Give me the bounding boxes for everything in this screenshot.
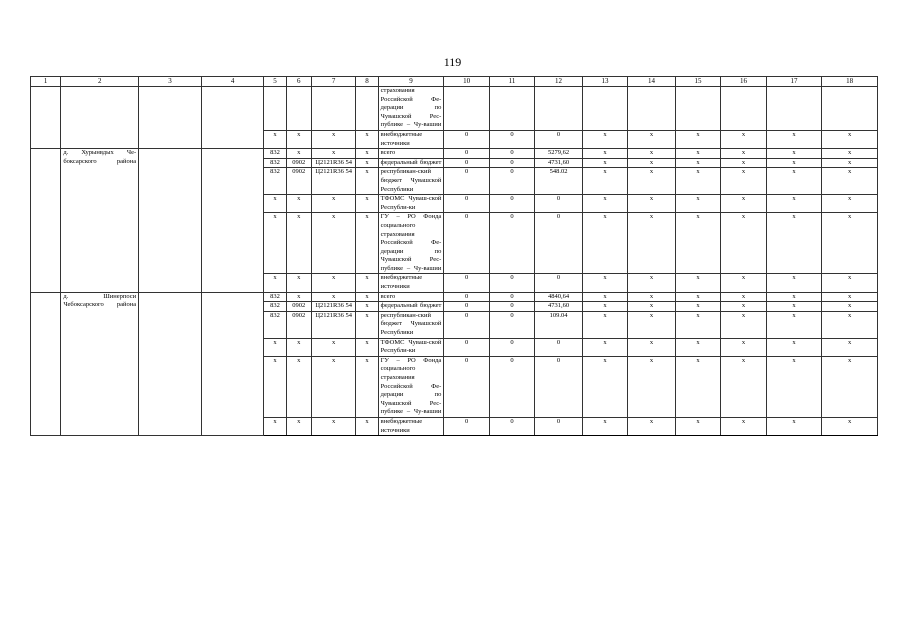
value-cell: x (582, 149, 627, 159)
section-code-cell: 0902 (286, 302, 311, 312)
section-code-cell (286, 87, 311, 131)
column-number-cell: 6 (286, 77, 311, 87)
value-cell: x (675, 168, 720, 195)
expense-type-cell: x (356, 338, 378, 356)
value-cell: x (766, 149, 822, 159)
number-cell (31, 87, 61, 149)
ministry-code-cell: x (264, 130, 286, 148)
value-cell (628, 87, 676, 131)
ministry-code-cell: 832 (264, 302, 286, 312)
event-name-cell (61, 87, 139, 149)
section-code-cell: x (286, 274, 311, 292)
funding-source-cell: федеральный бюджет (378, 302, 444, 312)
ministry-code-cell: x (264, 338, 286, 356)
ministry-code-cell: 832 (264, 292, 286, 302)
value-cell: 0 (444, 292, 489, 302)
value-cell (822, 87, 878, 131)
value-cell: x (822, 149, 878, 159)
expense-type-cell (356, 87, 378, 131)
value-cell: x (582, 158, 627, 168)
value-cell: 5279,62 (535, 149, 583, 159)
value-cell: 0 (444, 274, 489, 292)
value-cell: x (675, 292, 720, 302)
value-cell: x (721, 130, 766, 148)
funding-source-cell: внебюджетные источники (378, 130, 444, 148)
value-cell: x (628, 338, 676, 356)
value-cell: x (628, 149, 676, 159)
value-cell: 0 (444, 130, 489, 148)
value-cell: 0 (535, 338, 583, 356)
funding-source-cell: ТФОМС Чуваш-ской Республи-ки (378, 195, 444, 213)
value-cell: 0 (535, 417, 583, 435)
value-cell (721, 87, 766, 131)
value-cell: x (721, 292, 766, 302)
section-code-cell: 0902 (286, 311, 311, 338)
value-cell: x (766, 356, 822, 417)
value-cell (535, 87, 583, 131)
value-cell: x (675, 130, 720, 148)
value-cell: x (628, 213, 676, 274)
value-cell: 0 (444, 149, 489, 159)
value-cell: 0 (489, 195, 534, 213)
value-cell: x (675, 274, 720, 292)
expense-type-cell: x (356, 195, 378, 213)
ministry-code-cell: x (264, 417, 286, 435)
section-code-cell: x (286, 417, 311, 435)
value-cell: 0 (444, 195, 489, 213)
expense-type-cell: x (356, 158, 378, 168)
funding-source-cell: внебюджетные источники (378, 417, 444, 435)
target-code-cell: Ц2121R36 54 (311, 311, 355, 338)
deadline-cell (201, 292, 264, 436)
target-code-cell: Ц2121R36 54 (311, 158, 355, 168)
value-cell: x (822, 292, 878, 302)
value-cell: x (822, 302, 878, 312)
funding-source-cell: всего (378, 149, 444, 159)
page-number: 119 (443, 55, 462, 69)
expense-type-cell: x (356, 302, 378, 312)
value-cell: x (766, 292, 822, 302)
expense-type-cell: x (356, 356, 378, 417)
value-cell: 0 (444, 338, 489, 356)
funding-source-cell: республикан-ский бюджет Чувашской Республики (378, 311, 444, 338)
value-cell: x (675, 213, 720, 274)
expense-type-cell: x (356, 311, 378, 338)
value-cell (444, 87, 489, 131)
value-cell: 0 (489, 302, 534, 312)
value-cell: x (721, 195, 766, 213)
value-cell (766, 87, 822, 131)
value-cell: x (675, 158, 720, 168)
ministry-code-cell: x (264, 195, 286, 213)
value-cell: x (822, 213, 878, 274)
value-cell: x (675, 417, 720, 435)
table-row (31, 87, 878, 131)
value-cell: 0 (444, 158, 489, 168)
section-code-cell: x (286, 149, 311, 159)
value-cell: x (822, 195, 878, 213)
value-cell: x (822, 168, 878, 195)
value-cell: x (628, 311, 676, 338)
value-cell: x (628, 158, 676, 168)
value-cell: x (721, 149, 766, 159)
value-cell: 0 (444, 302, 489, 312)
value-cell: x (822, 274, 878, 292)
value-cell: x (675, 356, 720, 417)
deadline-cell (201, 149, 264, 293)
value-cell: x (582, 213, 627, 274)
value-cell: 0 (489, 149, 534, 159)
value-cell: 4840,64 (535, 292, 583, 302)
section-code-cell: x (286, 195, 311, 213)
ministry-code-cell (264, 87, 286, 131)
funding-source-cell: страхования Российской Фе-дерации по Чувашской Рес-публике – Чу-вашии (378, 87, 444, 131)
value-cell: x (582, 417, 627, 435)
expense-type-cell: x (356, 274, 378, 292)
value-cell: x (582, 195, 627, 213)
table-row (31, 292, 878, 302)
value-cell: x (582, 311, 627, 338)
value-cell: x (721, 338, 766, 356)
value-cell: 0 (444, 311, 489, 338)
target-code-cell: x (311, 149, 355, 159)
value-cell: x (721, 274, 766, 292)
funding-source-cell: ГУ – РО Фонда социального страхования Российской Фе-дерации по Чувашской Рес-публике – Чу-вашии (378, 356, 444, 417)
expense-type-cell: x (356, 168, 378, 195)
value-cell: 0 (489, 292, 534, 302)
funding-source-cell: ГУ – РО Фонда социального страхования Российской Фе-дерации по Чувашской Рес-публике – Чу-вашии (378, 213, 444, 274)
deadline-cell (201, 87, 264, 149)
value-cell: x (766, 311, 822, 338)
financing-table (30, 76, 878, 436)
section-code-cell: x (286, 356, 311, 417)
value-cell (582, 87, 627, 131)
value-cell: x (582, 338, 627, 356)
event-name-cell: д. Шинерпоси Чебоксарского района (61, 292, 139, 436)
value-cell: x (628, 356, 676, 417)
value-cell: x (582, 292, 627, 302)
expense-type-cell: x (356, 417, 378, 435)
column-number-cell: 18 (822, 77, 878, 87)
target-code-cell: x (311, 213, 355, 274)
target-code-cell: x (311, 338, 355, 356)
value-cell: 0 (535, 274, 583, 292)
column-number-cell: 16 (721, 77, 766, 87)
value-cell: x (675, 338, 720, 356)
value-cell: x (721, 356, 766, 417)
target-code-cell: x (311, 292, 355, 302)
ministry-code-cell: 832 (264, 149, 286, 159)
value-cell: x (628, 302, 676, 312)
section-code-cell: 0902 (286, 168, 311, 195)
section-code-cell: x (286, 213, 311, 274)
value-cell: x (675, 149, 720, 159)
target-code-cell: x (311, 130, 355, 148)
value-cell: x (822, 130, 878, 148)
target-code-cell (311, 87, 355, 131)
value-cell: x (628, 195, 676, 213)
executor-cell (139, 292, 202, 436)
value-cell: 0 (489, 158, 534, 168)
expense-type-cell: x (356, 292, 378, 302)
value-cell: 0 (444, 356, 489, 417)
value-cell: x (766, 168, 822, 195)
target-code-cell: x (311, 195, 355, 213)
value-cell: x (628, 130, 676, 148)
value-cell: 4731,60 (535, 302, 583, 312)
value-cell: 0 (535, 195, 583, 213)
column-number-cell: 5 (264, 77, 286, 87)
section-code-cell: x (286, 338, 311, 356)
value-cell: x (721, 213, 766, 274)
executor-cell (139, 87, 202, 149)
value-cell: x (582, 302, 627, 312)
expense-type-cell: x (356, 149, 378, 159)
value-cell: 0 (489, 338, 534, 356)
column-number-cell: 12 (535, 77, 583, 87)
value-cell: x (628, 168, 676, 195)
column-number-cell: 15 (675, 77, 720, 87)
column-number-cell: 8 (356, 77, 378, 87)
value-cell: x (766, 417, 822, 435)
value-cell: x (582, 130, 627, 148)
funding-source-cell: республикан-ский бюджет Чувашской Республики (378, 168, 444, 195)
value-cell: x (822, 338, 878, 356)
value-cell: 0 (489, 213, 534, 274)
funding-source-cell: всего (378, 292, 444, 302)
table-row (31, 149, 878, 159)
value-cell: x (822, 356, 878, 417)
ministry-code-cell: 832 (264, 158, 286, 168)
value-cell: 0 (535, 130, 583, 148)
column-number-cell: 2 (61, 77, 139, 87)
value-cell: 0 (489, 311, 534, 338)
value-cell: x (766, 158, 822, 168)
column-number-cell: 13 (582, 77, 627, 87)
value-cell: 548.02 (535, 168, 583, 195)
value-cell (675, 87, 720, 131)
value-cell: x (675, 311, 720, 338)
value-cell: 0 (444, 213, 489, 274)
target-code-cell: Ц2121R36 54 (311, 302, 355, 312)
value-cell: 0 (444, 417, 489, 435)
value-cell: x (721, 417, 766, 435)
column-number-cell: 3 (139, 77, 202, 87)
ministry-code-cell: 832 (264, 168, 286, 195)
value-cell: x (628, 274, 676, 292)
value-cell: 109.04 (535, 311, 583, 338)
column-number-cell: 17 (766, 77, 822, 87)
value-cell: x (582, 168, 627, 195)
value-cell: x (822, 417, 878, 435)
target-code-cell: x (311, 274, 355, 292)
value-cell: x (721, 302, 766, 312)
column-number-cell: 10 (444, 77, 489, 87)
target-code-cell: x (311, 356, 355, 417)
expense-type-cell: x (356, 213, 378, 274)
value-cell: 0 (489, 356, 534, 417)
value-cell: x (766, 302, 822, 312)
target-code-cell: x (311, 417, 355, 435)
column-number-cell: 11 (489, 77, 534, 87)
value-cell: 0 (535, 356, 583, 417)
section-code-cell: 0902 (286, 158, 311, 168)
funding-source-cell: федеральный бюджет (378, 158, 444, 168)
section-code-cell: x (286, 130, 311, 148)
value-cell: x (766, 338, 822, 356)
value-cell: x (628, 417, 676, 435)
column-number-cell: 7 (311, 77, 355, 87)
ministry-code-cell: x (264, 213, 286, 274)
column-number-cell: 4 (201, 77, 264, 87)
ministry-code-cell: x (264, 356, 286, 417)
number-cell (31, 149, 61, 293)
number-cell (31, 292, 61, 436)
value-cell (489, 87, 534, 131)
section-code-cell: x (286, 292, 311, 302)
value-cell: 4731,60 (535, 158, 583, 168)
event-name-cell: д. Хурынвдых Че-боксарского района (61, 149, 139, 293)
value-cell: x (822, 311, 878, 338)
value-cell: x (766, 274, 822, 292)
ministry-code-cell: 832 (264, 311, 286, 338)
value-cell: 0 (489, 130, 534, 148)
column-number-cell: 1 (31, 77, 61, 87)
value-cell: x (628, 292, 676, 302)
executor-cell (139, 149, 202, 293)
ministry-code-cell: x (264, 274, 286, 292)
expense-type-cell: x (356, 130, 378, 148)
value-cell: x (822, 158, 878, 168)
target-code-cell: Ц2121R36 54 (311, 168, 355, 195)
value-cell: 0 (489, 168, 534, 195)
value-cell: x (721, 158, 766, 168)
column-number-row (31, 77, 878, 87)
column-number-cell: 14 (628, 77, 676, 87)
value-cell: x (766, 195, 822, 213)
value-cell: x (721, 311, 766, 338)
funding-source-cell: ТФОМС Чуваш-ской Республи-ки (378, 338, 444, 356)
value-cell: 0 (444, 168, 489, 195)
value-cell: 0 (489, 274, 534, 292)
value-cell: 0 (535, 213, 583, 274)
funding-source-cell: внебюджетные источники (378, 274, 444, 292)
value-cell: x (721, 168, 766, 195)
column-number-cell: 9 (378, 77, 444, 87)
value-cell: x (675, 195, 720, 213)
value-cell: 0 (489, 417, 534, 435)
value-cell: x (766, 213, 822, 274)
value-cell: x (675, 302, 720, 312)
value-cell: x (582, 356, 627, 417)
value-cell: x (582, 274, 627, 292)
value-cell: x (766, 130, 822, 148)
